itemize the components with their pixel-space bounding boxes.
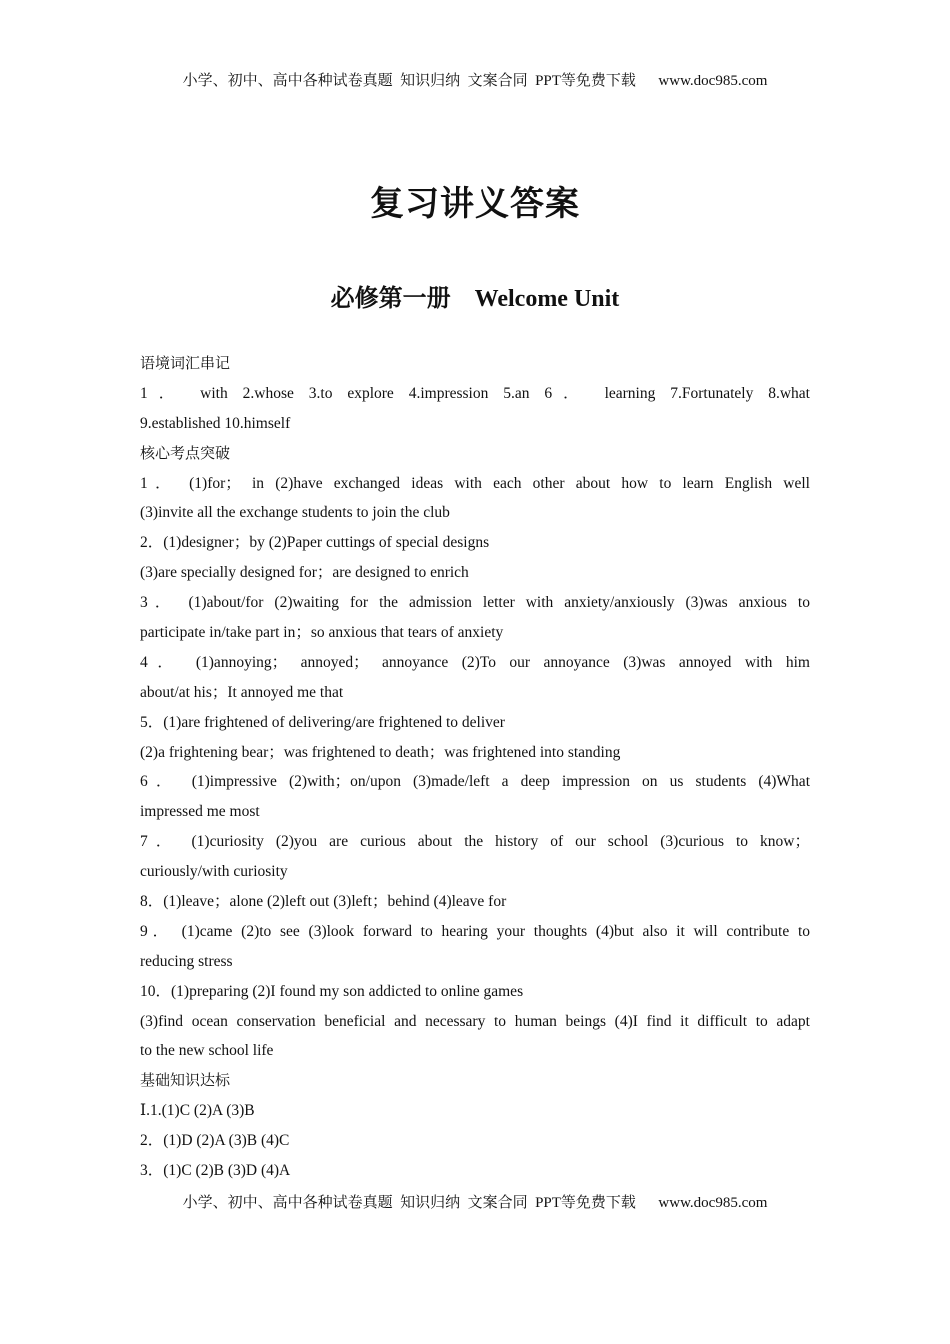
section-heading: 基础知识达标 [140,1071,231,1090]
answer-line: (2)a frightening bear；was frightened to death；was frightened into standing [140,743,621,761]
answer-line: 1． (1)for； in (2)have exchanged ideas with each other about how to learn English well [140,474,810,492]
answer-line: 7． (1)curiosity (2)you are curious about the history of our school (3)curious to know； [140,833,810,851]
answer-line: curiously/with curiosity [140,863,288,881]
document-title: 复习讲义答案 [370,184,580,224]
answer-line: impressed me most [140,803,260,821]
answer-line: 9.established 10.himself [140,414,291,432]
answer-line: 1． with 2.whose 3.to explore 4.impression 5.an 6． learning 7.Fortunately 8.what [140,384,810,402]
answer-line: 3．(1)C (2)B (3)D (4)A [140,1162,291,1180]
answer-line: participate in/take part in；so anxious that tears of anxiety [140,624,504,642]
answer-line: Ⅰ.1.(1)C (2)A (3)B [140,1102,255,1120]
answer-line: 9． (1)came (2)to see (3)look forward to hearing your thoughts (4)but also it will contribute to [140,922,810,940]
answer-line: 8．(1)leave；alone (2)left out (3)left；behind (4)leave for [140,893,507,911]
answer-line: 2．(1)designer；by (2)Paper cuttings of special designs [140,534,490,552]
answer-line: 3． (1)about/for (2)waiting for the admission letter with anxiety/anxiously (3)was anxious to [140,594,810,612]
answer-line: 2．(1)D (2)A (3)B (4)C [140,1132,290,1150]
answer-line: 5．(1)are frightened of delivering/are frightened to deliver [140,713,505,731]
answer-body [140,349,810,1186]
section-title: 必修第一册 Welcome Unit [330,286,620,312]
section-heading: 语境词汇串记 [140,354,231,372]
answer-line: 10．(1)preparing (2)I found my son addicted to online games [140,982,524,1000]
answer-line: 6． (1)impressive (2)with；on/upon (3)made/left a deep impression on us students (4)What [140,773,810,791]
answer-line: (3)are specially designed for；are designed to enrich [140,564,469,582]
answer-line: (3)find ocean conservation beneficial and necessary to human beings (4)I find it difficult to adapt [140,1012,810,1030]
answer-line: to the new school life [140,1042,274,1060]
section-heading: 核心考点突破 [140,443,231,462]
page-header: 小学、初中、高中各种试卷真题 知识归纳 文案合同 PPT等免费下载 www.doc985.com [182,73,768,89]
answer-line: about/at his；It annoyed me that [140,683,344,701]
answer-line: reducing stress [140,952,233,970]
answer-line: (3)invite all the exchange students to join the club [140,504,450,522]
answer-line: 4． (1)annoying； annoyed； annoyance (2)To our annoyance (3)was annoyed with him [140,653,810,671]
page-footer: 小学、初中、高中各种试卷真题 知识归纳 文案合同 PPT等免费下载 www.doc985.com [182,1195,768,1211]
